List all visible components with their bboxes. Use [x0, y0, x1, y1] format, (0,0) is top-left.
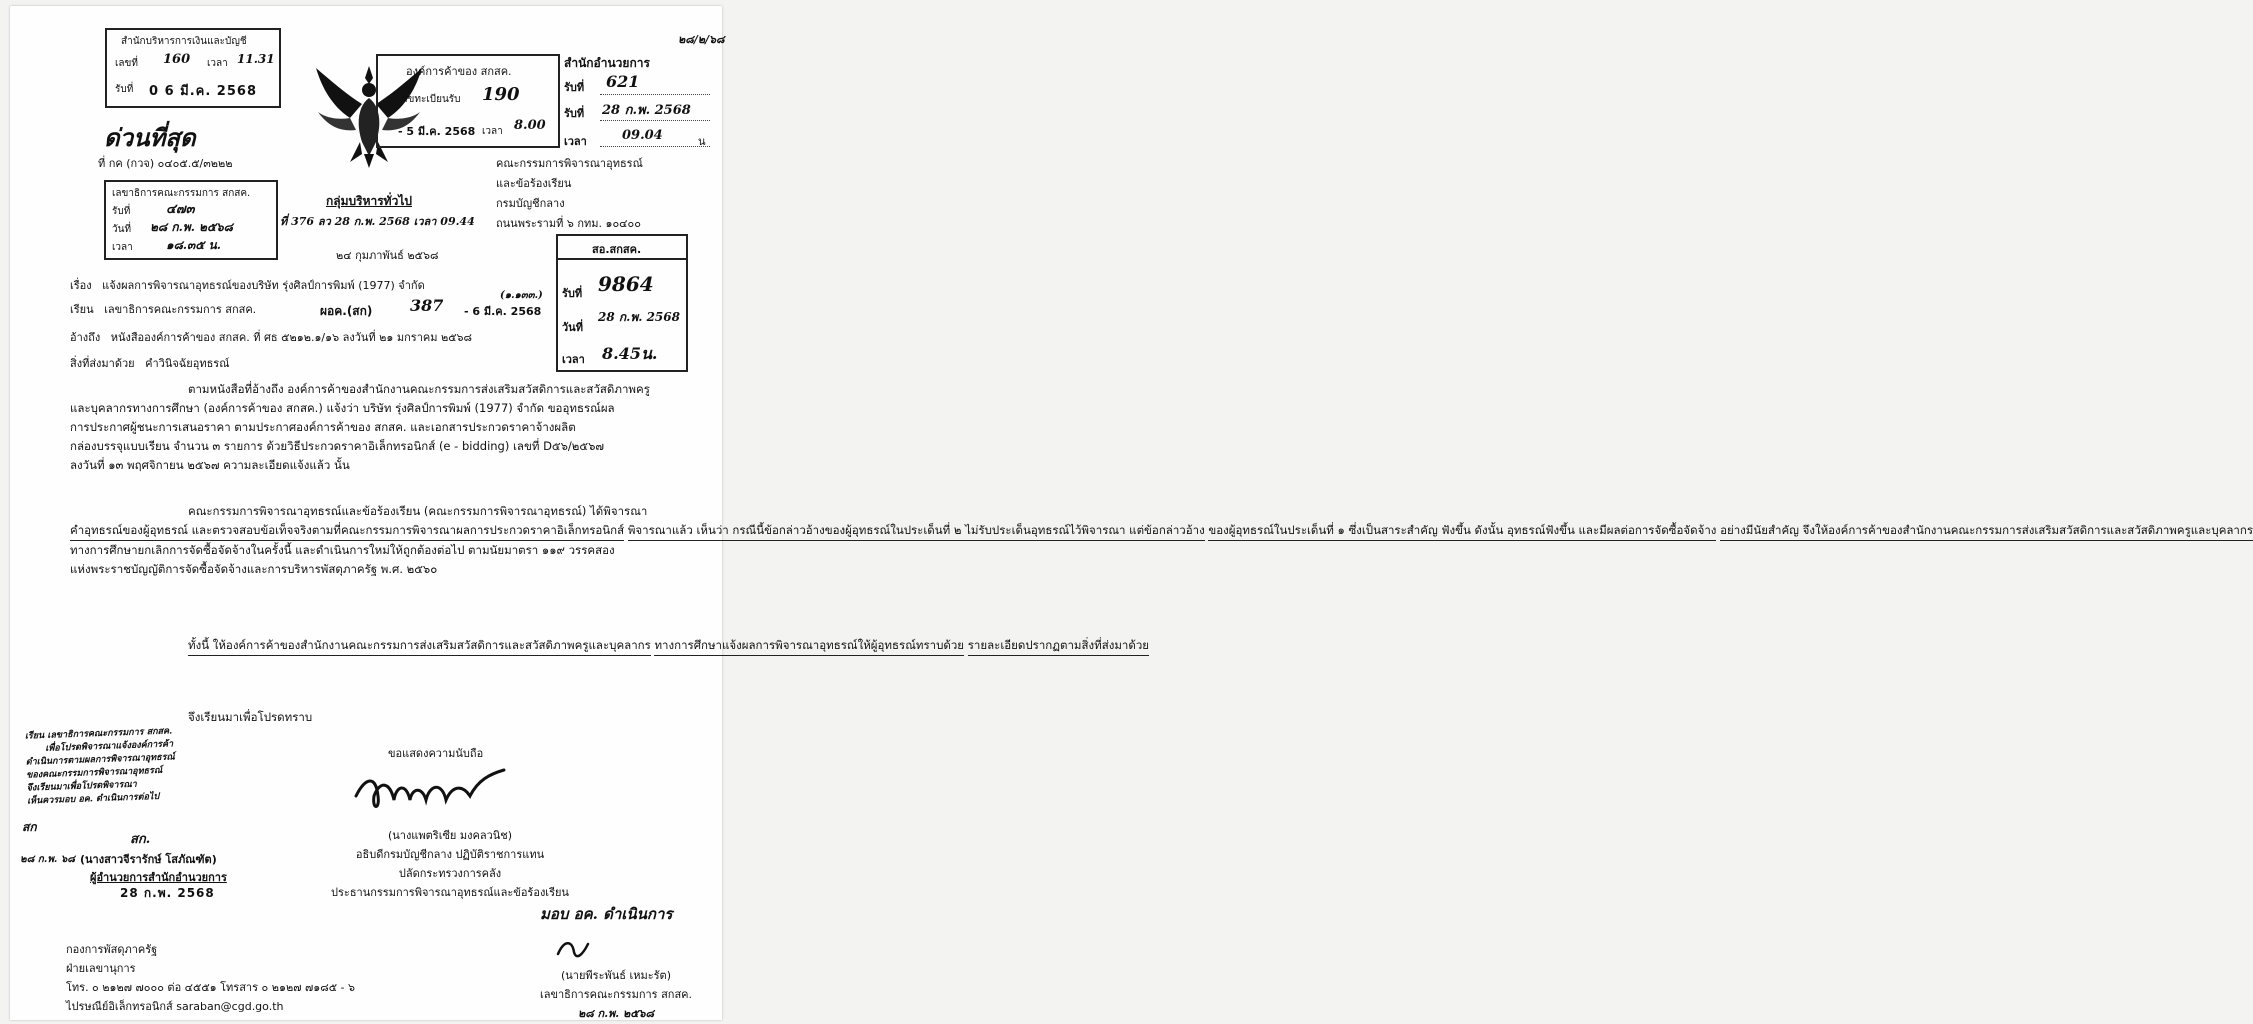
- doc-ref-number: ที่ กค (กวจ) ๐๔๐๕.๕/๓๒๒๒: [98, 157, 233, 170]
- main-signer-block: [320, 826, 580, 902]
- admin-no-label: รับที่: [564, 81, 585, 94]
- to-label: เรียน: [70, 303, 94, 316]
- document-page: [10, 6, 2253, 1020]
- p3-line: ทั้งนี้ ให้องค์การค้าของสำนักงานคณะกรรมการส่งเสริมสวัสดิการและสวัสดิภาพครูและบุคลากร: [188, 636, 651, 656]
- saraban-time-label: เวลา: [562, 353, 585, 366]
- admin-time-label: เวลา: [564, 135, 587, 148]
- receive-stamp-org: [376, 54, 560, 148]
- signoff-right-signature: [554, 936, 594, 962]
- stamp-office: สำนักบริหารการเงินและบัญชี: [121, 36, 247, 47]
- routing-no: 387: [410, 296, 444, 315]
- enclosure-line: [70, 354, 229, 372]
- p2-line: แห่งพระราชบัญญัติการจัดซื้อจัดจ้างและการบริหารพัสดุภาครัฐ พ.ศ. ๒๕๖๐: [70, 562, 438, 576]
- org-reg-label: เลขทะเบียนรับ: [398, 94, 461, 105]
- saraban-time: 8.45น.: [602, 344, 658, 363]
- p3-line: ทางการศึกษาแจ้งผลการพิจารณาอุทธรณ์ให้ผู้อุทธรณ์ทราบด้วย: [654, 636, 964, 656]
- subject-text: แจ้งผลการพิจารณาอุทธรณ์ของบริษัท รุ่งศิลป์การพิมพ์ (1977) จำกัด: [102, 279, 425, 292]
- memo-line: เรียน เลขาธิการคณะกรรมการ สกสค.: [24, 726, 173, 742]
- stamp-time-label: เวลา: [207, 58, 228, 69]
- reference-text: หนังสือองค์การค้าของ สกสค. ที่ ศธ ๕๒๑๒.๑/๑๖ ลงวันที่ ๒๑ มกราคม ๒๕๖๘: [110, 331, 473, 344]
- p1-line: การประกาศผู้ชนะการเสนอราคา ตามประกาศองค์การค้าของ สกสค. และเอกสารประกวดราคาจ้างผลิต: [70, 420, 576, 434]
- org-stamp-title: องค์การค้าของ สกสค.: [406, 65, 512, 78]
- p1-line: ลงวันที่ ๑๓ พฤศจิกายน ๒๕๖๗ ความละเอียดแจ้งแล้ว นั้น: [70, 458, 350, 472]
- footer-division: กองการพัสดุภาครัฐ: [66, 943, 158, 956]
- secretary-stamp-title: เลขาธิการคณะกรรมการ สกสค.: [112, 188, 251, 199]
- admin-time: 09.04: [622, 128, 663, 143]
- subject-line: [70, 276, 425, 294]
- routing-label: ผอค.(สก): [320, 304, 373, 318]
- admin-no: 621: [606, 72, 640, 91]
- enclosure-text: คำวินิจฉัยอุทธรณ์: [145, 357, 230, 370]
- saraban-no-label: รับที่: [562, 287, 583, 300]
- secretary-no: ๔๗๓: [166, 202, 195, 217]
- main-signer-name: (นางแพตริเซีย มงคลวนิช): [387, 829, 513, 842]
- main-signer-line: อธิบดีกรมบัญชีกลาง ปฏิบัติราชการแทน: [355, 848, 545, 861]
- assign-note: มอบ อค. ดำเนินการ: [540, 905, 673, 923]
- p3-line: รายละเอียดปรากฏตามสิ่งที่ส่งมาด้วย: [968, 636, 1149, 656]
- general-stamp-line: ที่ 376 ลว 28 ก.พ. 2568 เวลา 09.44: [280, 215, 475, 228]
- receive-stamp-secretary: [104, 180, 278, 260]
- memo-line: เห็นควรมอบ อค. ดำเนินการต่อไป: [26, 791, 160, 807]
- paragraph-3: [70, 636, 1149, 656]
- admin-date: 28 ก.พ. 2568: [602, 103, 691, 118]
- sender-line-4: ถนนพระรามที่ ๖ กทม. ๑๐๔๐๐: [496, 217, 641, 230]
- stamp-time: 11.31: [237, 52, 275, 66]
- saraban-date-label: วันที่: [562, 321, 583, 334]
- urgency-label: ด่วนที่สุด: [104, 123, 196, 152]
- regards-text: ขอแสดงความนับถือ: [388, 747, 484, 760]
- reference-line: [70, 328, 472, 346]
- admin-date-label: รับที่: [564, 107, 585, 120]
- margin-date: ๒๘ ก.พ. ๖๘: [20, 854, 75, 865]
- stamp-no-label: เลขที่: [115, 58, 138, 69]
- memo-line: จึงเรียนมาเพื่อโปรดพิจารณา: [26, 779, 137, 794]
- signoff-left-date: 28 ก.พ. 2568: [120, 886, 215, 900]
- general-stamp-title: กลุ่มบริหารทั่วไป: [326, 194, 412, 208]
- stamp-no: 160: [163, 52, 191, 67]
- org-date: - 5 มี.ค. 2568: [398, 125, 476, 138]
- signoff-left-position: ผู้อำนวยการสำนักอำนวยการ: [90, 871, 227, 884]
- enclosure-label: สิ่งที่ส่งมาด้วย: [70, 357, 135, 370]
- main-signer-line: ประธานกรรมการพิจารณาอุทธรณ์และข้อร้องเรียน: [331, 886, 569, 899]
- paragraph-1: [70, 380, 650, 475]
- p2-line: ของผู้อุทธรณ์ในประเด็นที่ ๑ ซึ่งเป็นสาระสำคัญ ฟังขึ้น ดังนั้น อุทธรณ์ฟังขึ้น และมีผลต่อการจัดซื้อจัดจ้าง: [1208, 521, 1716, 541]
- receive-stamp-finance: [105, 28, 281, 108]
- secretary-date: ๒๘ ก.พ. ๒๕๖๘: [150, 220, 233, 234]
- p2-line: คณะกรรมการพิจารณาอุทธรณ์และข้อร้องเรียน (คณะกรรมการพิจารณาอุทธรณ์) ได้พิจารณา: [188, 504, 648, 518]
- closing-line: จึงเรียนมาเพื่อโปรดทราบ: [188, 710, 313, 724]
- p1-line: ตามหนังสือที่อ้างถึง องค์การค้าของสำนักงานคณะกรรมการส่งเสริมสวัสดิการและสวัสดิภาพครู: [188, 382, 650, 396]
- p2-line: ทางการศึกษายกเลิกการจัดซื้อจัดจ้างในครั้งนี้ และดำเนินการใหม่ให้ถูกต้องต่อไป ตามนัยมาตรา ๑๑๙ วรรคสอง: [70, 543, 615, 557]
- signoff-right: [516, 966, 716, 1023]
- secretary-time: ๑๘.๓๕ น.: [166, 238, 221, 252]
- sender-line-2: และข้อร้องเรียน: [496, 177, 572, 190]
- routing-date: - 6 มี.ค. 2568: [464, 305, 542, 318]
- paragraph-2: [70, 502, 2253, 579]
- secretary-no-label: รับที่: [112, 206, 131, 217]
- to-text: เลขาธิการคณะกรรมการ สกสค.: [104, 303, 257, 316]
- document-date: ๒๔ กุมภาพันธ์ ๒๕๖๘: [336, 249, 439, 262]
- signoff-left-name: (นางสาวจีรารักษ์ โสภัณฑัต): [80, 853, 217, 866]
- org-time: 8.00: [514, 118, 546, 133]
- margin-initial: สก: [22, 820, 37, 834]
- footer-contact: [66, 940, 355, 1016]
- handwritten-memo: [25, 725, 177, 808]
- signoff-right-date: ๒๘ ก.พ. ๒๕๖๘: [577, 1007, 654, 1020]
- corner-handwritten-date: ๒๘/๒/๖๘: [678, 33, 725, 46]
- stamp-date: 0 6 มี.ค. 2568: [149, 84, 257, 99]
- signoff-right-name: (นายพีระพันธ์ เหมะรัต): [561, 969, 671, 982]
- reference-label: อ้างถึง: [70, 331, 101, 344]
- routing-paren: (๑.๑๓๓.): [500, 290, 543, 301]
- p2-line: คำอุทธรณ์ของผู้อุทธรณ์ และตรวจสอบข้อเท็จจริงตามที่คณะกรรมการพิจารณาผลการประกวดราคาอิเล็กทรอนิกส์: [70, 521, 624, 541]
- saraban-date: 28 ก.พ. 2568: [598, 310, 680, 324]
- signoff-right-position: เลขาธิการคณะกรรมการ สกสค.: [539, 988, 693, 1001]
- secretary-date-label: วันที่: [112, 224, 132, 235]
- sender-line-1: คณะกรรมการพิจารณาอุทธรณ์: [496, 157, 643, 170]
- signoff-right-signature-mark: [554, 936, 594, 967]
- memo-line: ของคณะกรรมการพิจารณาอุทธรณ์: [26, 765, 163, 781]
- memo-line: ดำเนินการตามผลการพิจารณาอุทธรณ์: [25, 752, 175, 768]
- p2-line: พิจารณาแล้ว เห็นว่า กรณีนี้ข้อกล่าวอ้างของผู้อุทธรณ์ในประเด็นที่ ๒ ไม่รับประเด็นอุทธรณ์ไว้พิจารณา แต่ข้อกล่าวอ้าง: [628, 521, 1205, 541]
- footer-email: ไปรษณีย์อิเล็กทรอนิกส์ saraban@cgd.go.th: [66, 1000, 284, 1013]
- stamp-date-label: รับที่: [115, 84, 134, 95]
- footer-section: ฝ่ายเลขานุการ: [66, 962, 136, 975]
- secretary-time-label: เวลา: [112, 242, 133, 253]
- admin-time-suffix: น: [698, 135, 706, 148]
- receive-stamp-admin: [550, 46, 720, 156]
- main-signature: [350, 766, 510, 816]
- org-reg-no: 190: [482, 84, 520, 105]
- saraban-no: 9864: [598, 272, 654, 296]
- saraban-stamp-title: สอ.สกสค.: [592, 243, 642, 256]
- admin-stamp-title: สำนักอำนวยการ: [564, 56, 650, 70]
- signoff-left-signature: สก.: [130, 832, 151, 847]
- p2-line: อย่างมีนัยสำคัญ จึงให้องค์การค้าของสำนักงานคณะกรรมการส่งเสริมสวัสดิการและสวัสดิภาพครูและบุคลากร: [1720, 521, 2253, 541]
- p1-line: และบุคลากรทางการศึกษา (องค์การค้าของ สกสค.) แจ้งว่า บริษัท รุ่งศิลป์การพิมพ์ (1977) จำกัด ขออุทธรณ์ผล: [70, 401, 615, 415]
- to-line: [70, 300, 256, 318]
- receive-stamp-general: [280, 192, 510, 232]
- main-signer-line: ปลัดกระทรวงการคลัง: [398, 867, 502, 880]
- subject-label: เรื่อง: [70, 279, 92, 292]
- sender-line-3: กรมบัญชีกลาง: [496, 197, 565, 210]
- org-time-label: เวลา: [482, 126, 503, 137]
- memo-line: เพื่อโปรดพิจารณาแจ้งองค์การค้า: [45, 739, 174, 754]
- p1-line: กล่องบรรจุแบบเรียน จำนวน ๓ รายการ ด้วยวิธีประกวดราคาอิเล็กทรอนิกส์ (e - bidding) เลขที่ D๕๖/๒๕๖๗: [70, 439, 605, 453]
- sender-address: [496, 154, 643, 234]
- footer-phone: โทร. ๐ ๒๑๒๗ ๗๐๐๐ ต่อ ๔๕๕๑ โทรสาร ๐ ๒๑๒๗ ๗๑๘๕ - ๖: [66, 981, 355, 994]
- receive-stamp-saraban: [556, 234, 688, 372]
